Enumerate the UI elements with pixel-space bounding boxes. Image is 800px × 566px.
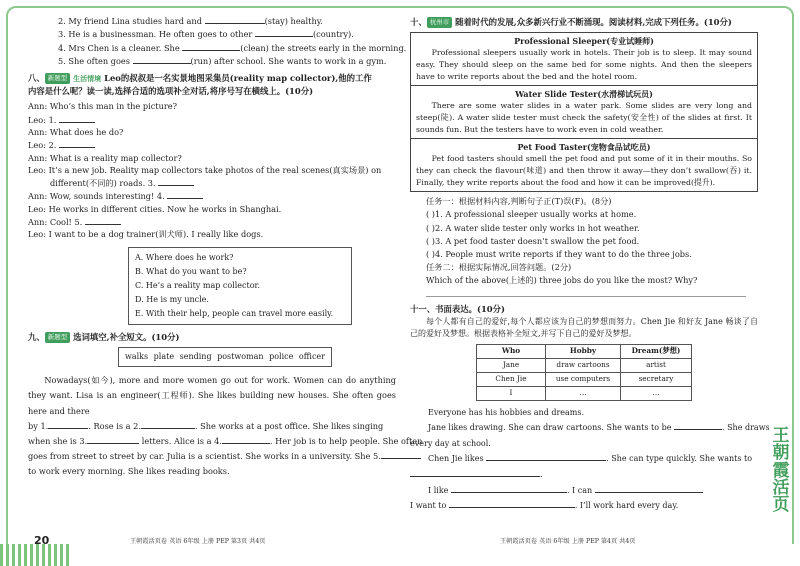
writing-line: . bbox=[410, 467, 758, 483]
job-professional-sleeper bbox=[411, 33, 757, 86]
options-box bbox=[128, 247, 352, 325]
table-row: I ... ... bbox=[477, 386, 692, 400]
item-3: 3. He is a businessman. He often goes to other (country). bbox=[58, 29, 354, 40]
passage-para-1: Nowadays(如今), more and more women go out for work. Women can do anything they want. Lisa is an engineer(工程师). She likes building new houses. She often goes here and there bbox=[28, 375, 396, 416]
answer-blank[interactable] bbox=[182, 41, 240, 51]
answer-blank[interactable] bbox=[158, 176, 194, 186]
answer-line[interactable] bbox=[426, 296, 746, 297]
answer-blank[interactable] bbox=[674, 420, 722, 430]
reading-box bbox=[410, 32, 758, 193]
dialogue-line: different(不同的) roads. 3. bbox=[28, 176, 396, 189]
writing-line: I like . I can bbox=[410, 483, 758, 499]
hobby-table bbox=[476, 344, 692, 401]
dialogue-line: Leo: It’s a new job. Reality map collectors take photos of the real scenes(真实场景) on bbox=[28, 164, 382, 175]
section-11-title: 十一、书面表达。(10分) bbox=[410, 304, 505, 315]
job-text: Pet food tasters should smell the pet food and put some of it in their mouths. So they can check the flavour(味道) and then throw it away—they don’t swallow(吞) it. Finally, they write reports about the food and how it can be improved(提升). bbox=[416, 154, 752, 188]
writing-lines bbox=[410, 405, 770, 514]
passage-line: goes from street to street by car. Julia is a scientist. She works in a university. She 5. bbox=[28, 449, 396, 464]
tf-item[interactable]: ( )1. A professional sleeper usually works at home. bbox=[426, 209, 637, 220]
passage-line: when she is 3. letters. Alice is a 4. . Her job is to help people. She often bbox=[28, 435, 423, 446]
writing-line: every day at school. bbox=[410, 438, 491, 448]
answer-blank[interactable] bbox=[133, 54, 191, 64]
answer-blank[interactable] bbox=[410, 467, 540, 477]
table-header: Dream(梦想) bbox=[621, 344, 692, 358]
item-5: 5. She often goes (run) after school. She wants to work in a gym. bbox=[58, 55, 387, 66]
answer-blank[interactable] bbox=[449, 498, 575, 508]
tf-item[interactable]: ( )2. A water slide tester only works in hot weather. bbox=[426, 222, 640, 233]
table-row: Jane draw cartoons artist bbox=[477, 358, 692, 372]
brand-logo: 王朝霞活页 bbox=[772, 426, 790, 516]
answer-blank[interactable] bbox=[255, 27, 313, 37]
dialogue-line: Leo: 2. bbox=[28, 138, 396, 151]
dialogue-line: Leo: I want to be a dog trainer(训犬师). I really like dogs. bbox=[28, 229, 264, 240]
dialogue-line: Ann: Cool! 5. bbox=[28, 215, 396, 228]
tag-badge: 新题型 bbox=[45, 73, 71, 84]
answer-blank[interactable] bbox=[85, 215, 121, 225]
answer-blank[interactable] bbox=[451, 483, 567, 493]
cloze-passage bbox=[28, 373, 423, 479]
option-b: B. What do you want to be? bbox=[135, 266, 247, 276]
dialogue-line: Ann: Wow, sounds interesting! 4. bbox=[28, 189, 396, 202]
tag-badge: 新题型 bbox=[45, 332, 71, 343]
answer-blank[interactable] bbox=[59, 138, 95, 148]
page-number: 20 bbox=[34, 534, 50, 547]
writing-line: Jane likes drawing. She can draw cartoons. She wants to be . She draws bbox=[410, 420, 758, 436]
job-title: Pet Food Taster(宠物食品试吃员) bbox=[517, 142, 651, 153]
table-header: Hobby bbox=[546, 344, 621, 358]
item-2: 2. My friend Lina studies hard and (stay) healthy. bbox=[58, 16, 323, 26]
section-8-title: 八、 新题型 生活情境 Leo的叔叔是一名实景地图采集员(reality map collector),他的工作 bbox=[28, 73, 372, 84]
answer-blank[interactable] bbox=[167, 189, 203, 199]
job-text: There are some water slides in a water park. Some slides are very long and steep(陡). A water slide tester must check the safety(安全性) of the slides at first. It sounds fun. But the testers have to work even in cold weather. bbox=[416, 100, 752, 134]
option-c: C. He’s a reality map collector. bbox=[135, 280, 261, 290]
right-footer: 王朝霞活页卷 英语 6年级 上册 PEP 第4页 共4页 bbox=[500, 538, 636, 545]
option-d: D. He is my uncle. bbox=[135, 294, 209, 304]
writing-line: Everyone has his hobbies and dreams. bbox=[428, 407, 585, 417]
dialogue bbox=[28, 100, 396, 240]
option-a: A. Where does he work? bbox=[135, 252, 234, 262]
job-title: Water Slide Tester(水滑梯试玩员) bbox=[515, 88, 653, 99]
passage-line: to work every morning. She likes reading books. bbox=[28, 466, 230, 477]
dialogue-line: Leo: He works in different cities. Now he works in Shanghai. bbox=[28, 203, 282, 214]
tf-item[interactable]: ( )4. People must write reports if they want to do the three jobs. bbox=[426, 248, 692, 259]
answer-blank[interactable] bbox=[486, 451, 606, 461]
section-8-title-2: 内容是什么呢？读一读,选择合适的选项补全对话,将序号写在横线上。(10分) bbox=[28, 85, 314, 96]
section-9-title: 九、 新题型 选词填空,补全短文。(10分) bbox=[28, 331, 180, 342]
dialogue-line: Ann: What does he do? bbox=[28, 127, 124, 137]
tf-item[interactable]: ( )3. A pet food taster doesn’t swallow the pet food. bbox=[426, 235, 640, 246]
task-two-question: Which of the above(上述的) three jobs do you like the most? Why? bbox=[426, 275, 698, 286]
task-one bbox=[410, 195, 758, 297]
dialogue-line: Leo: 1. bbox=[28, 113, 396, 126]
decorative-band bbox=[0, 544, 800, 566]
item-4: 4. Mrs Chen is a cleaner. She (clean) the streets early in the morning. bbox=[58, 42, 407, 53]
tag-badge: 杭州市 bbox=[427, 17, 453, 28]
task-two-title: 任务二：根据实际情况,回答问题。(2分) bbox=[426, 261, 572, 272]
passage-line: by 1. . Rose is a 2. . She works at a post office. She likes singing bbox=[28, 420, 384, 431]
answer-blank[interactable] bbox=[87, 434, 139, 444]
task-one-title: 任务一：根据材料内容,判断句子正(T)误(F)。(8分) bbox=[426, 196, 612, 207]
job-title: Professional Sleeper(专业试睡师) bbox=[514, 35, 654, 46]
section-10-title: 十、 杭州市 随着时代的发展,众多新兴行业不断涌现。阅读材料,完成下列任务。(10分) bbox=[410, 17, 732, 27]
job-water-slide-tester bbox=[411, 86, 757, 139]
job-pet-food-taster bbox=[411, 139, 757, 191]
table-row: Chen Jie use computers secretary bbox=[477, 372, 692, 386]
right-page bbox=[410, 14, 770, 514]
writing-line: I want to . I’ll work hard every day. bbox=[410, 498, 758, 514]
option-e: E. With their help, people can travel more easily. bbox=[135, 308, 334, 318]
dialogue-line: Ann: What is a reality map collector? bbox=[28, 152, 182, 163]
writing-intro: 每个人都有自己的爱好,每个人都应该为自己的梦想而努力。Chen Jie 和好友 Jane 畅谈了自己的爱好及梦想。根据表格补全短文,并写下自己的爱好及梦想。 bbox=[410, 316, 758, 338]
left-page bbox=[28, 14, 423, 479]
section-7-items bbox=[28, 14, 407, 67]
left-footer: 王朝霞活页卷 英语 6年级 上册 PEP 第3页 共4页 bbox=[130, 538, 266, 545]
answer-blank[interactable] bbox=[222, 434, 270, 444]
dialogue-line: Ann: Who’s this man in the picture? bbox=[28, 101, 178, 112]
word-bank: walks plate sending postwoman police officer bbox=[118, 347, 332, 367]
table-header: Who bbox=[477, 344, 546, 358]
job-text: Professional sleepers usually work in hotels. Their job is to sleep. It may sound easy. They should sleep on the same bed for some nights. And then the sleepers have to write reports about the bed and the hotel room. bbox=[416, 47, 752, 81]
writing-line: Chen Jie likes . She can type quickly. She wants to bbox=[410, 451, 758, 467]
tag-label: 生活情境 bbox=[73, 74, 102, 84]
answer-blank[interactable] bbox=[205, 14, 265, 24]
answer-blank[interactable] bbox=[59, 113, 95, 123]
answer-blank[interactable] bbox=[48, 419, 88, 429]
answer-blank[interactable] bbox=[595, 483, 703, 493]
answer-blank[interactable] bbox=[141, 419, 195, 429]
